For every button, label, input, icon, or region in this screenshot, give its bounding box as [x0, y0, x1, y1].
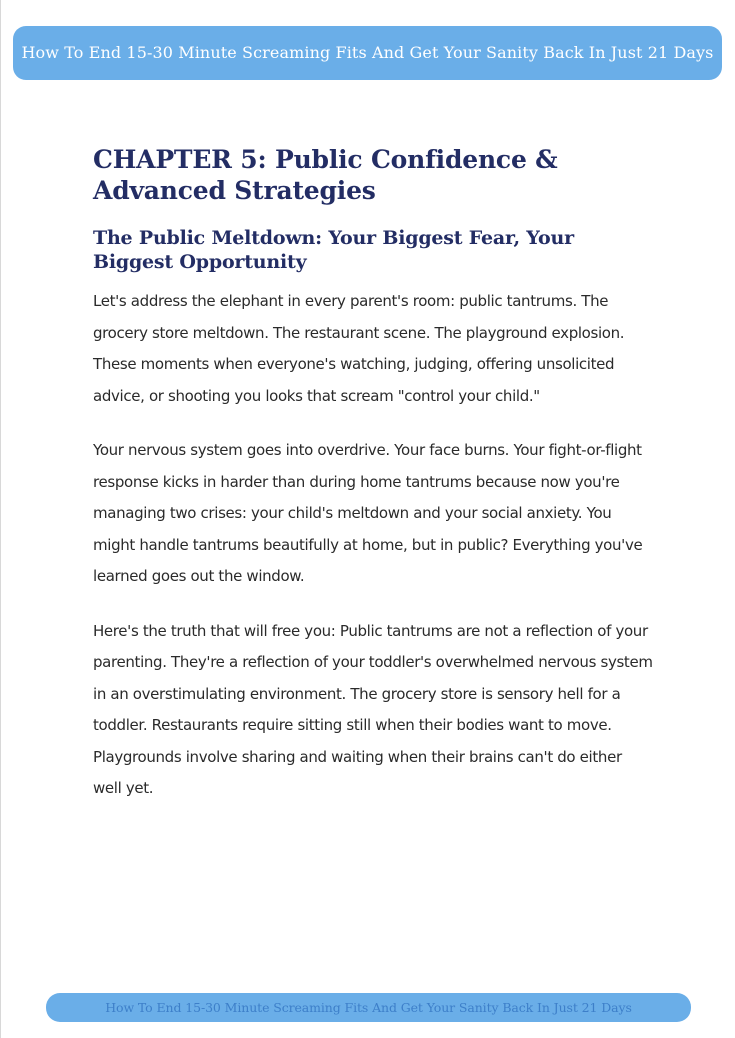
- header-banner: [13, 26, 722, 80]
- paragraph: Here's the truth that will free you: Public tantrums are not a reflection of your parenting. They're a reflection of your toddler's overwhelmed nervous system in an overstimulating environment. The grocery store is sensory hell for a toddler. Restaurants require sitting still when their bodies want to move. Playgrounds involve sharing and waiting when their brains can't do either well yet.: [93, 621, 653, 797]
- page-content: [93, 144, 653, 828]
- header-title: How To End 15-30 Minute Screaming Fits And Get Your Sanity Back In Just 21 Days: [21, 43, 714, 62]
- page-edge: [0, 0, 1, 1038]
- footer-banner: [46, 993, 691, 1022]
- section-title: The Public Meltdown: Your Biggest Fear, Your Biggest Opportunity: [93, 227, 574, 273]
- paragraph: Let's address the elephant in every parent's room: public tantrums. The grocery store meltdown. The restaurant scene. The playground explosion. These moments when everyone's watching, judging, offering unsolicited advice, or shooting you looks that scream "control your child.": [93, 292, 625, 405]
- footer-title: How To End 15-30 Minute Screaming Fits And Get Your Sanity Back In Just 21 Days: [105, 1000, 632, 1015]
- chapter-title: CHAPTER 5: Public Confidence & Advanced Strategies: [93, 145, 558, 205]
- body-text: [93, 286, 653, 805]
- paragraph: Your nervous system goes into overdrive. Your face burns. Your fight-or-flight response kicks in harder than during home tantrums because now you're managing two crises: your child's meltdown and your social anxiety. You might handle tantrums beautifully at home, but in public? Everything you've learned goes out the window.: [93, 441, 643, 585]
